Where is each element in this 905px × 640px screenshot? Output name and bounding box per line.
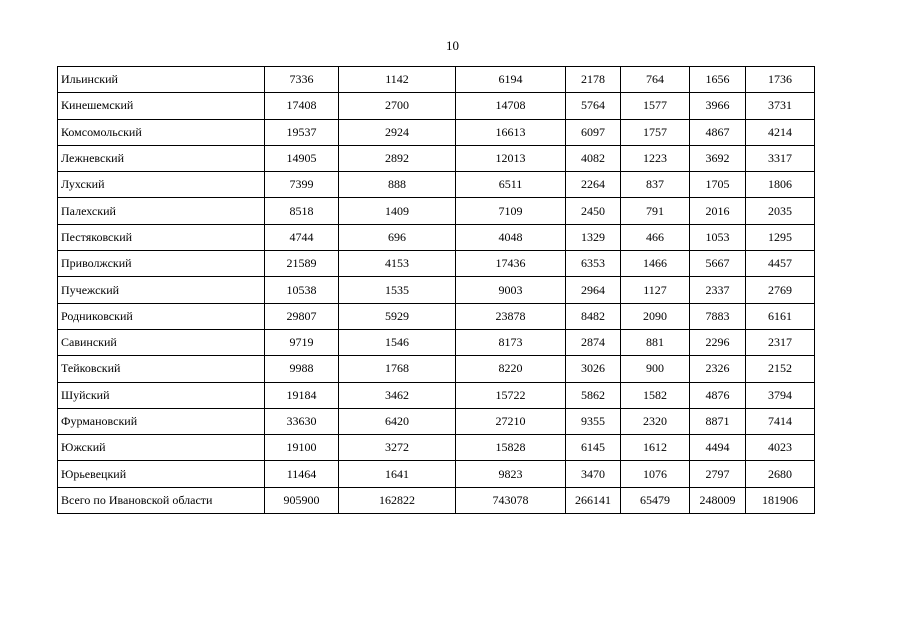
table-row [58, 303, 815, 329]
value-cell: 2090 [621, 303, 690, 329]
value-cell: 9988 [265, 356, 339, 382]
value-cell: 881 [621, 329, 690, 355]
value-cell: 2874 [566, 329, 621, 355]
district-name-cell: Всего по Ивановской области [58, 487, 265, 513]
value-cell: 9823 [456, 461, 566, 487]
value-cell: 248009 [690, 487, 746, 513]
value-cell: 6194 [456, 67, 566, 93]
district-name-cell: Палехский [58, 198, 265, 224]
district-name-cell: Пучежский [58, 277, 265, 303]
value-cell: 2035 [746, 198, 815, 224]
value-cell: 1223 [621, 145, 690, 171]
value-cell: 1409 [339, 198, 456, 224]
table-row [58, 198, 815, 224]
value-cell: 65479 [621, 487, 690, 513]
value-cell: 7399 [265, 172, 339, 198]
value-cell: 6161 [746, 303, 815, 329]
value-cell: 2450 [566, 198, 621, 224]
value-cell: 6511 [456, 172, 566, 198]
value-cell: 10538 [265, 277, 339, 303]
value-cell: 2964 [566, 277, 621, 303]
value-cell: 16613 [456, 119, 566, 145]
value-cell: 1142 [339, 67, 456, 93]
table-row [58, 329, 815, 355]
value-cell: 12013 [456, 145, 566, 171]
value-cell: 1535 [339, 277, 456, 303]
table-row [58, 251, 815, 277]
district-name-cell: Кинешемский [58, 93, 265, 119]
value-cell: 4867 [690, 119, 746, 145]
table-body [58, 67, 815, 514]
value-cell: 1329 [566, 224, 621, 250]
value-cell: 466 [621, 224, 690, 250]
table-row [58, 408, 815, 434]
district-name-cell: Лежневский [58, 145, 265, 171]
value-cell: 2680 [746, 461, 815, 487]
value-cell: 5667 [690, 251, 746, 277]
value-cell: 1053 [690, 224, 746, 250]
value-cell: 3272 [339, 435, 456, 461]
district-name-cell: Юрьевецкий [58, 461, 265, 487]
value-cell: 6353 [566, 251, 621, 277]
value-cell: 19184 [265, 382, 339, 408]
value-cell: 1546 [339, 329, 456, 355]
value-cell: 8220 [456, 356, 566, 382]
value-cell: 11464 [265, 461, 339, 487]
value-cell: 1736 [746, 67, 815, 93]
value-cell: 23878 [456, 303, 566, 329]
value-cell: 2264 [566, 172, 621, 198]
value-cell: 2320 [621, 408, 690, 434]
value-cell: 5862 [566, 382, 621, 408]
page-number: 10 [446, 38, 459, 53]
value-cell: 17408 [265, 93, 339, 119]
value-cell: 266141 [566, 487, 621, 513]
district-name-cell: Шуйский [58, 382, 265, 408]
value-cell: 1757 [621, 119, 690, 145]
value-cell: 6097 [566, 119, 621, 145]
value-cell: 8871 [690, 408, 746, 434]
value-cell: 1076 [621, 461, 690, 487]
value-cell: 743078 [456, 487, 566, 513]
value-cell: 1806 [746, 172, 815, 198]
value-cell: 2337 [690, 277, 746, 303]
district-name-cell: Южский [58, 435, 265, 461]
value-cell: 15722 [456, 382, 566, 408]
value-cell: 3794 [746, 382, 815, 408]
value-cell: 17436 [456, 251, 566, 277]
value-cell: 2924 [339, 119, 456, 145]
table-row [58, 67, 815, 93]
value-cell: 4876 [690, 382, 746, 408]
value-cell: 9355 [566, 408, 621, 434]
table-row [58, 382, 815, 408]
value-cell: 7336 [265, 67, 339, 93]
value-cell: 8173 [456, 329, 566, 355]
table-row [58, 119, 815, 145]
value-cell: 3026 [566, 356, 621, 382]
value-cell: 764 [621, 67, 690, 93]
value-cell: 3731 [746, 93, 815, 119]
value-cell: 2700 [339, 93, 456, 119]
value-cell: 2317 [746, 329, 815, 355]
value-cell: 1466 [621, 251, 690, 277]
value-cell: 1582 [621, 382, 690, 408]
value-cell: 7414 [746, 408, 815, 434]
table-row [58, 277, 815, 303]
value-cell: 2296 [690, 329, 746, 355]
value-cell: 2769 [746, 277, 815, 303]
district-name-cell: Комсомольский [58, 119, 265, 145]
value-cell: 5764 [566, 93, 621, 119]
value-cell: 900 [621, 356, 690, 382]
district-name-cell: Фурмановский [58, 408, 265, 434]
value-cell: 15828 [456, 435, 566, 461]
value-cell: 791 [621, 198, 690, 224]
value-cell: 837 [621, 172, 690, 198]
value-cell: 33630 [265, 408, 339, 434]
district-name-cell: Ильинский [58, 67, 265, 93]
value-cell: 4082 [566, 145, 621, 171]
value-cell: 8482 [566, 303, 621, 329]
value-cell: 4023 [746, 435, 815, 461]
value-cell: 2152 [746, 356, 815, 382]
table-row [58, 356, 815, 382]
value-cell: 19537 [265, 119, 339, 145]
value-cell: 1768 [339, 356, 456, 382]
value-cell: 4153 [339, 251, 456, 277]
value-cell: 888 [339, 172, 456, 198]
district-name-cell: Родниковский [58, 303, 265, 329]
value-cell: 3692 [690, 145, 746, 171]
value-cell: 9003 [456, 277, 566, 303]
table-row [58, 224, 815, 250]
value-cell: 19100 [265, 435, 339, 461]
value-cell: 29807 [265, 303, 339, 329]
table-row [58, 172, 815, 198]
value-cell: 3317 [746, 145, 815, 171]
value-cell: 9719 [265, 329, 339, 355]
value-cell: 4494 [690, 435, 746, 461]
value-cell: 1127 [621, 277, 690, 303]
value-cell: 1705 [690, 172, 746, 198]
value-cell: 4457 [746, 251, 815, 277]
table-row [58, 487, 815, 513]
value-cell: 181906 [746, 487, 815, 513]
district-name-cell: Приволжский [58, 251, 265, 277]
value-cell: 6145 [566, 435, 621, 461]
value-cell: 3966 [690, 93, 746, 119]
value-cell: 8518 [265, 198, 339, 224]
value-cell: 1612 [621, 435, 690, 461]
district-name-cell: Лухский [58, 172, 265, 198]
district-name-cell: Тейковский [58, 356, 265, 382]
value-cell: 3462 [339, 382, 456, 408]
table-row [58, 435, 815, 461]
table-row [58, 93, 815, 119]
value-cell: 2892 [339, 145, 456, 171]
district-data-table [57, 66, 815, 514]
value-cell: 7883 [690, 303, 746, 329]
value-cell: 1295 [746, 224, 815, 250]
table-row [58, 461, 815, 487]
value-cell: 4048 [456, 224, 566, 250]
district-name-cell: Савинский [58, 329, 265, 355]
value-cell: 6420 [339, 408, 456, 434]
value-cell: 2326 [690, 356, 746, 382]
value-cell: 7109 [456, 198, 566, 224]
table-row [58, 145, 815, 171]
value-cell: 162822 [339, 487, 456, 513]
value-cell: 4214 [746, 119, 815, 145]
value-cell: 3470 [566, 461, 621, 487]
value-cell: 2016 [690, 198, 746, 224]
district-name-cell: Пестяковский [58, 224, 265, 250]
value-cell: 5929 [339, 303, 456, 329]
value-cell: 14905 [265, 145, 339, 171]
value-cell: 1656 [690, 67, 746, 93]
value-cell: 4744 [265, 224, 339, 250]
value-cell: 2797 [690, 461, 746, 487]
value-cell: 1641 [339, 461, 456, 487]
value-cell: 905900 [265, 487, 339, 513]
value-cell: 27210 [456, 408, 566, 434]
value-cell: 1577 [621, 93, 690, 119]
value-cell: 14708 [456, 93, 566, 119]
value-cell: 2178 [566, 67, 621, 93]
value-cell: 21589 [265, 251, 339, 277]
value-cell: 696 [339, 224, 456, 250]
